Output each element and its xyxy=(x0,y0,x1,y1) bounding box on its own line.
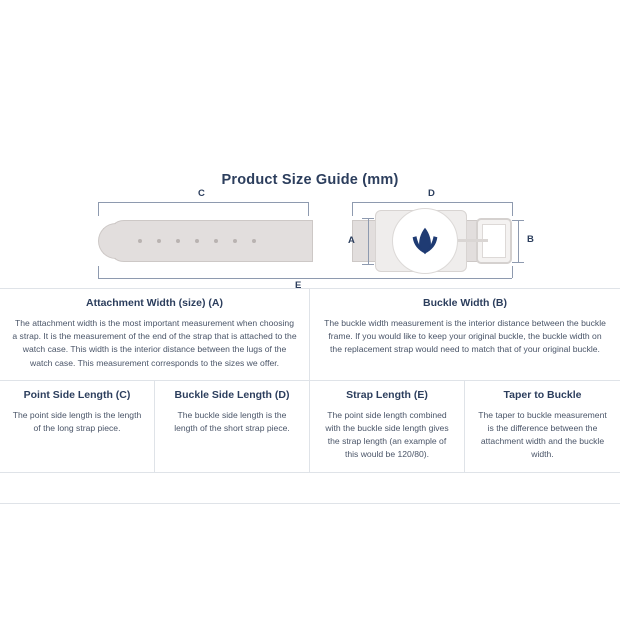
measure-tick-a-top xyxy=(362,218,374,219)
cell-body: The taper to buckle measurement is the difference between the attachment width and the buckle width. xyxy=(478,409,607,460)
cell-header: Attachment Width (size) (A) xyxy=(86,297,223,309)
label-c: C xyxy=(198,188,205,199)
measure-tick-a-bottom xyxy=(362,264,374,265)
measure-line-b xyxy=(518,220,519,262)
measure-line-e xyxy=(98,278,512,279)
label-b: B xyxy=(527,234,534,245)
leaf-monogram-logo xyxy=(406,222,444,260)
cell-buckle-width xyxy=(310,289,620,380)
measure-tick-b-bottom xyxy=(512,262,524,263)
cell-body: The point side length is the length of the long strap piece. xyxy=(12,409,142,433)
table-row xyxy=(0,381,620,473)
size-guide-table xyxy=(0,288,620,504)
cell-taper-to-buckle xyxy=(465,381,620,472)
cell-header: Buckle Width (B) xyxy=(423,297,507,309)
cell-body: The point side length combined with the buckle side length gives the strap length (an example of this would be 120/80). xyxy=(325,409,449,460)
cell-point-side-length xyxy=(0,381,155,472)
table-row xyxy=(0,289,620,381)
measure-tick-e-right xyxy=(512,266,513,278)
measure-tick-d-left xyxy=(352,202,353,216)
label-e: E xyxy=(295,280,302,291)
cell-body: The buckle side length is the length of the short strap piece. xyxy=(174,409,290,433)
measure-tick-c-left xyxy=(98,202,99,216)
measure-tick-b-top xyxy=(512,220,524,221)
strap-tip xyxy=(98,223,116,259)
cell-empty xyxy=(0,473,620,503)
table-row-empty xyxy=(0,473,620,504)
measure-tick-e-left xyxy=(98,266,99,278)
measure-tick-d-right xyxy=(512,202,513,216)
cell-strap-length xyxy=(310,381,465,472)
measure-tick-c-right xyxy=(308,202,309,216)
buckle-pin xyxy=(458,239,488,242)
cell-header: Strap Length (E) xyxy=(346,388,428,401)
cell-buckle-side-length xyxy=(155,381,310,472)
measure-line-c xyxy=(98,202,308,203)
cell-header: Buckle Side Length (D) xyxy=(174,388,290,401)
cell-header: Point Side Length (C) xyxy=(23,388,131,401)
label-a: A xyxy=(348,235,355,246)
measure-line-a xyxy=(368,218,369,264)
cell-body: The attachment width is the most important measurement when choosing a strap. It is the measurement of the end of the strap that is attached to the watch case. This width is the interior distance between the lugs of the watch case. This measurement corresponds to the sizes we offer. xyxy=(12,317,297,368)
strap-holes xyxy=(138,239,256,244)
cell-header: Taper to Buckle xyxy=(503,388,582,401)
cell-attachment-width xyxy=(0,289,310,380)
label-d: D xyxy=(428,188,435,199)
measure-line-d xyxy=(352,202,512,203)
cell-body: The buckle width measurement is the interior distance between the buckle frame. If you would like to keep your original buckle, the buckle width on the replacement strap would need to match that of your original buckle. xyxy=(324,317,606,355)
strap-diagram xyxy=(90,188,534,291)
page-title: Product Size Guide (mm) xyxy=(221,172,399,188)
